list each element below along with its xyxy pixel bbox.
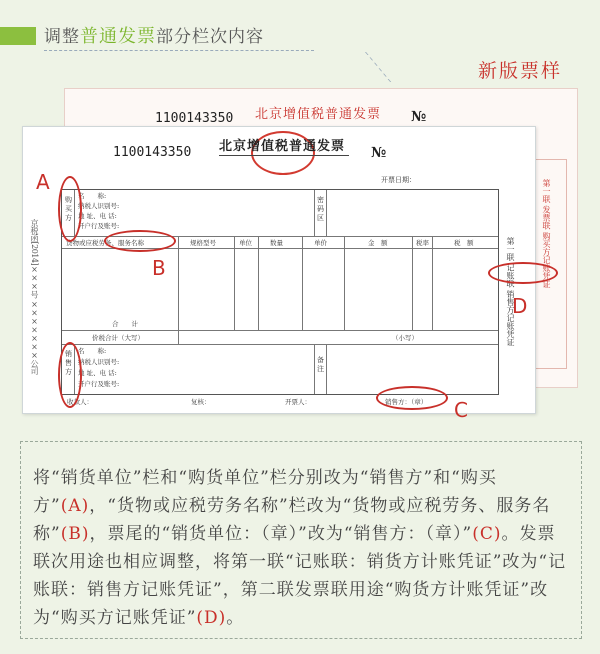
grid-line [326,344,327,394]
seller-line-1: 名 称: [78,347,107,355]
front-invoice [22,126,536,414]
desc-part-4: 。发票联次用途也相应调整，将第一联“记账联：销货方计账凭证”改为“记账联：销售方记账凭证”，第二联发票联用途“购货方计账凭证”改为“购买方记账凭证” [33,524,567,628]
invoice-no-symbol: № [371,145,387,161]
desc-part-3: ，票尾的“销货单位：（章）”改为“销售方：（章）” [89,524,473,544]
code-area-label: 密码区 [317,196,324,222]
buyer-label: 购买方 [65,196,72,222]
desc-part-2: ，“货物或应税劳务名称”栏改为“货物或应税劳务、服务名称” [33,496,551,544]
buyer-line-4: 开户行及账号: [78,222,120,230]
highlight-ellipse-seller [58,342,82,408]
description-text [33,464,573,632]
invoice-copy-label: 第一联 记账联 销售方记账凭证 [506,237,515,347]
back-invoice-number: 1100143350 [155,111,234,126]
marker-c: C [454,398,468,422]
title-suffix: 部分栏次内容 [156,27,264,47]
total-label: 价税合计（大写） [92,334,144,342]
page-title [44,22,264,48]
title-prefix: 调整 [44,27,80,47]
invoice-left-vertical-text: 京税函[2014]×××号 ×××××××公司 [30,219,39,375]
col-spec: 规格型号 [190,239,216,247]
invoice-number: 1100143350 [113,145,192,160]
back-invoice-side-text: 第一联 发票联 购买方记账凭证 [542,179,551,289]
grid-line [178,236,179,330]
new-sample-label: 新版票样 [478,60,563,82]
desc-marker-b: (B) [60,524,90,544]
marker-a: A [36,170,50,194]
highlight-ellipse-goods [104,230,176,252]
grid-line [234,236,235,330]
invoice-date-label: 开票日期： [381,176,416,184]
marker-d: D [512,294,528,318]
seller-line-3: 地 址、电 话: [78,369,117,377]
subtotal-label: 合 计 [112,320,138,328]
col-unit: 单位 [239,239,252,247]
col-tax-amount: 税 额 [454,239,474,247]
buyer-line-1: 名 称: [78,192,107,200]
highlight-ellipse-copy [488,262,558,284]
header-divider [44,50,314,51]
desc-marker-c: (C) [472,524,502,544]
grid-line [432,236,433,330]
grid-line [326,190,327,236]
title-highlight: 普通发票 [80,26,156,47]
grid-line [412,236,413,330]
grid-line [62,344,498,345]
grid-line [62,330,498,331]
grid-line [344,236,345,330]
grid-line [258,236,259,330]
invoice-title-underline [219,155,349,156]
seller-line-2: 纳税人识别号: [78,358,120,366]
marker-b: B [152,256,166,280]
grid-line [314,344,315,394]
desc-marker-a: (A) [60,496,90,516]
back-invoice-no-symbol: № [411,109,427,125]
invoice-title: 北京增值税普通发票 [219,139,346,154]
buyer-line-2: 纳税人识别号: [78,202,120,210]
total-small-label: （小写） [392,334,418,342]
footer-seller-seal: 销售方：（章） [385,398,428,406]
buyer-line-3: 地 址、电 话: [78,212,117,220]
highlight-ellipse-seal [376,386,448,410]
description-box [20,441,582,639]
grid-line [178,330,179,344]
highlight-ellipse-buyer [58,176,82,242]
desc-marker-d: (D) [196,608,227,628]
footer-receiver: 收款人： [67,398,93,406]
col-qty: 数量 [270,239,283,247]
desc-part-5: 。 [226,608,245,628]
grid-line [314,190,315,236]
col-amount: 金 额 [368,239,388,247]
grid-line [302,236,303,330]
remark-label: 备注 [317,356,324,373]
seller-label: 销售方 [65,350,72,376]
callout-line [286,52,391,82]
invoice-grid [61,189,499,395]
footer-reviewer: 复核： [191,398,211,406]
header-accent-bar [0,27,36,45]
col-goods-services: 货物或应税劳务、服务名称 [66,239,144,247]
footer-issuer: 开票人： [285,398,311,406]
seller-line-4: 开户行及账号: [78,380,120,388]
desc-part-1: 将“销货单位”栏和“购货单位”栏分别改为“销售方”和“购买方” [33,468,497,516]
back-invoice-title: 北京增值税普通发票 [255,107,382,122]
col-tax-rate: 税率 [416,239,429,247]
col-price: 单价 [314,239,327,247]
